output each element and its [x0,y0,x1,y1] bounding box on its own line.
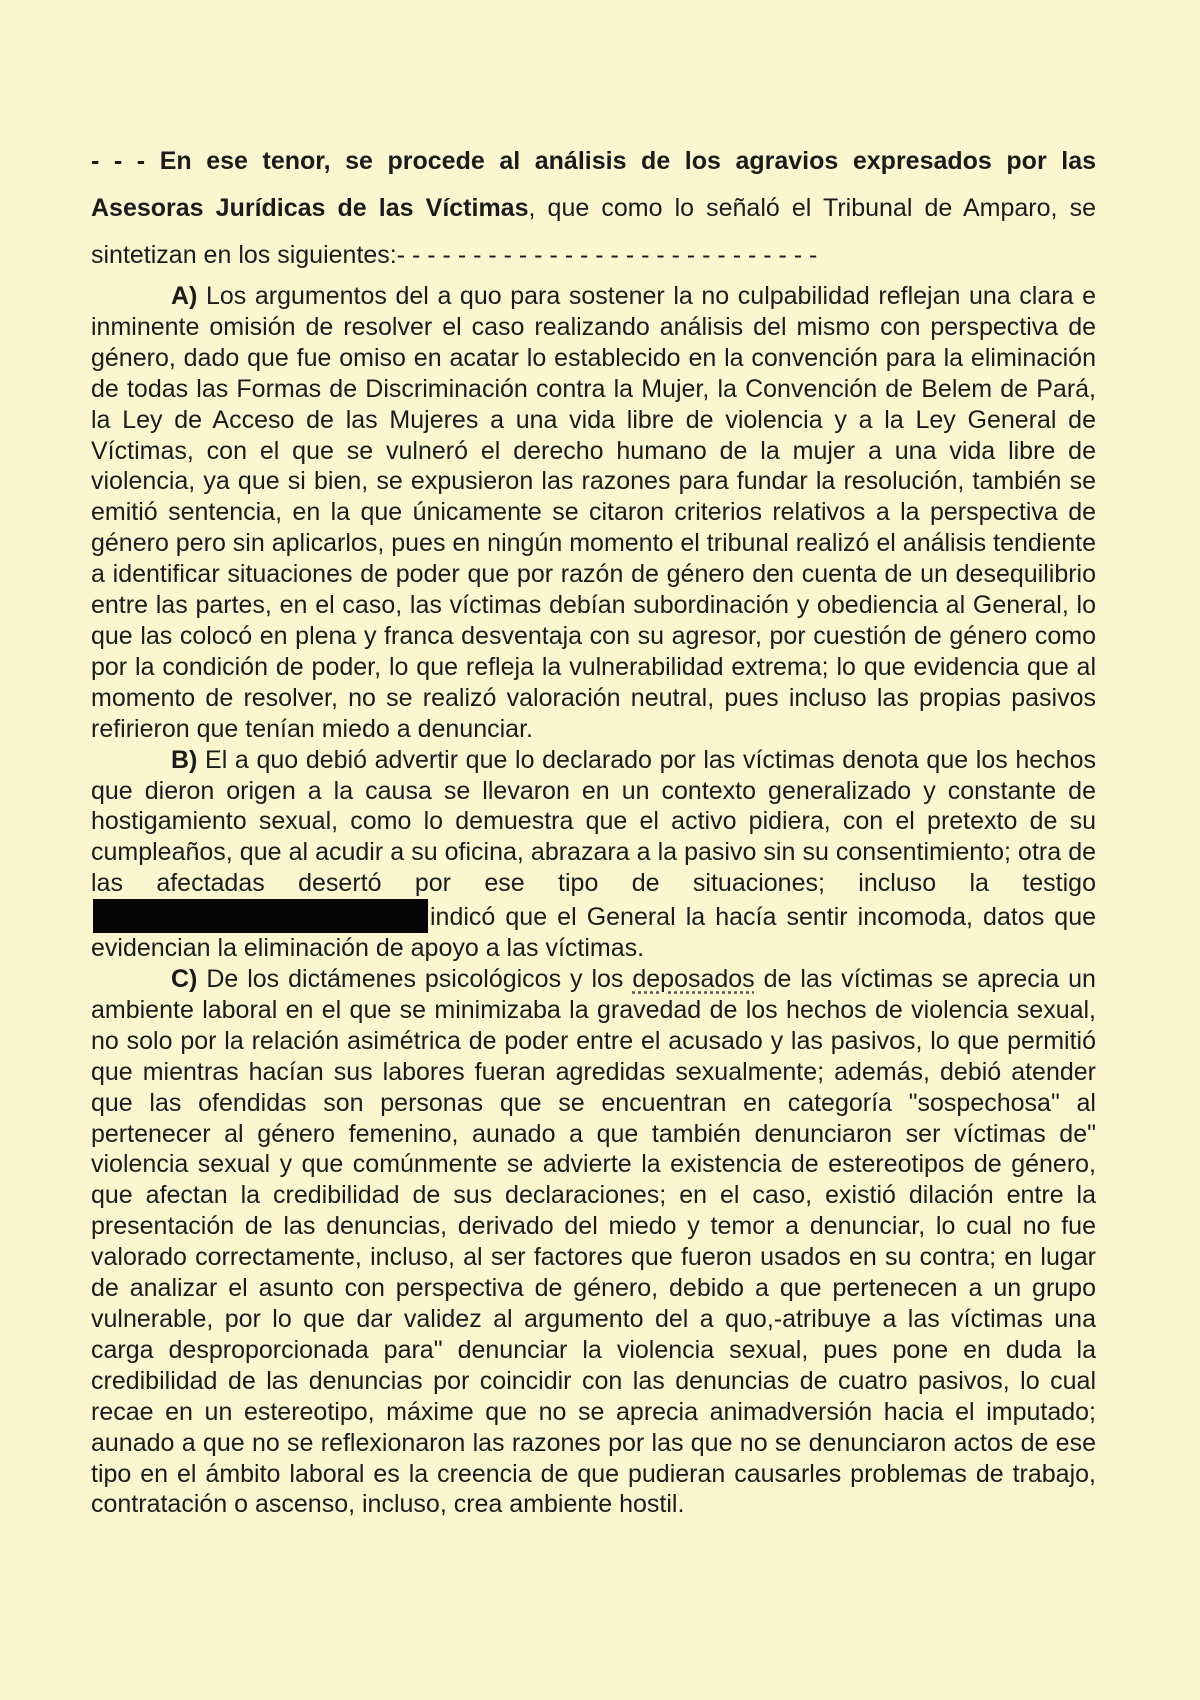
intro-trailing-dashes: - - - - - - - - - - - - - - - - - - - - - - - - - - - [405,241,818,269]
item-b-text-after: indicó que el General la hacía sentir incomoda, datos que evidencian la eliminación de apoyo a las víctimas. [91,903,1096,963]
item-c-paragraph [91,964,1096,1520]
item-a-paragraph [91,281,1096,745]
item-b-paragraph [91,745,1096,964]
redaction-bar [93,899,428,933]
intro-bold-text: En ese tenor, se procede al análisis de los agravios expresados por las Asesoras Jurídicas de las Víctimas [91,147,1097,222]
item-c-text-after: de las víctimas se aprecia un ambiente laboral en el que se minimizaba la gravedad de los hechos de violencia sexual, no solo por la relación asimétrica de poder entre el acusado y las pasivos, lo que permitió que mientras hacían sus labores fueran agredidas sexualmente; además, debió atender que las ofendidas son personas que se encuentran en categoría "sospechosa" al pertenecer al género femenino, aunado a que también denunciaron ser víctimas de" violencia sexual y que comúnmente se advierte la existencia de estereotipos de género, que afectan la credibilidad de sus declaraciones; en el caso, existió dilación entre la presentación de las denuncias, derivado del miedo y temor a denunciar, lo cual no fue valorado correctamente, incluso, al ser factores que fueron usados en su contra; en lugar de analizar el asunto con perspectiva de género, debido a que pertenecen a un grupo vulnerable, por lo que dar validez al argumento del a quo,-atribuye a las víctimas una carga desproporcionada para" denunciar la violencia sexual, pues pone en duda la credibilidad de las denuncias por coincidir con las denuncias de cuatro pasivos, lo cual recae en un estereotipo, máxime que no se aprecia animadversión hacia el imputado; aunado a que no se reflexionaron las razones por las que no se denunciaron actos de ese tipo en el ámbito laboral es la creencia de que pudieran causarles problemas de trabajo, contratación o ascenso, incluso, crea ambiente hostil. [91,965,1096,1519]
item-a-text: Los argumentos del a quo para sostener la no culpabilidad reflejan una clara e inminente omisión de resolver el caso realizando análisis del mismo con perspectiva de género, dado que fue omiso en acatar lo establecido en la convención para la eliminación de todas las Formas de Discriminación contra la Mujer, la Convención de Belem de Pará, la Ley de Acceso de las Mujeres a una vida libre de violencia y a la Ley General de Víctimas, con el que se vulneró el derecho humano de la mujer a una vida libre de violencia, ya que si bien, se expusieron las razones para fundar la resolución, también se emitió sentencia, en la que únicamente se citaron criterios relativos a la perspectiva de género pero sin aplicarlos, pues en ningún momento el tribunal realizó el análisis tendiente a identificar situaciones de poder que por razón de género den cuenta de un desequilibrio entre las partes, en el caso, las víctimas debían subordinación y obediencia al General, lo que las colocó en plena y franca desventaja con su agresor, por cuestión de género como por la condición de poder, lo que refleja la vulnerabilidad extrema; lo que evidencia que al momento de resolver, no se realizó valoración neutral, pues incluso las propias pasivos refirieron que tenían miedo a denunciar. [91,282,1096,743]
item-c-marked-word: deposados [632,965,755,994]
intro-normal-text: , que como lo señaló el Tribunal de Amparo, se sintetizan en los siguientes:- [91,194,1096,269]
intro-paragraph [91,138,1096,279]
item-b-letter: B) [171,745,198,774]
item-c-text-before: De los dictámenes psicológicos y los [206,965,624,994]
document-body [91,138,1096,1520]
item-c-letter: C) [171,965,198,994]
intro-dashes: - - - [91,147,146,175]
item-a-letter: A) [171,282,198,310]
item-b-text-before: El a quo debió advertir que lo declarado por las víctimas denota que los hechos que dieron origen a la causa se llevaron en un contexto generalizado y constante de hostigamiento sexual, como lo demuestra que el activo pidiera, con el pretexto de su cumpleaños, que al acudir a su oficina, abrazara a la pasivo sin su consentimiento; otra de las afectadas desertó por ese tipo de situaciones; incluso la testigo [91,745,1096,898]
